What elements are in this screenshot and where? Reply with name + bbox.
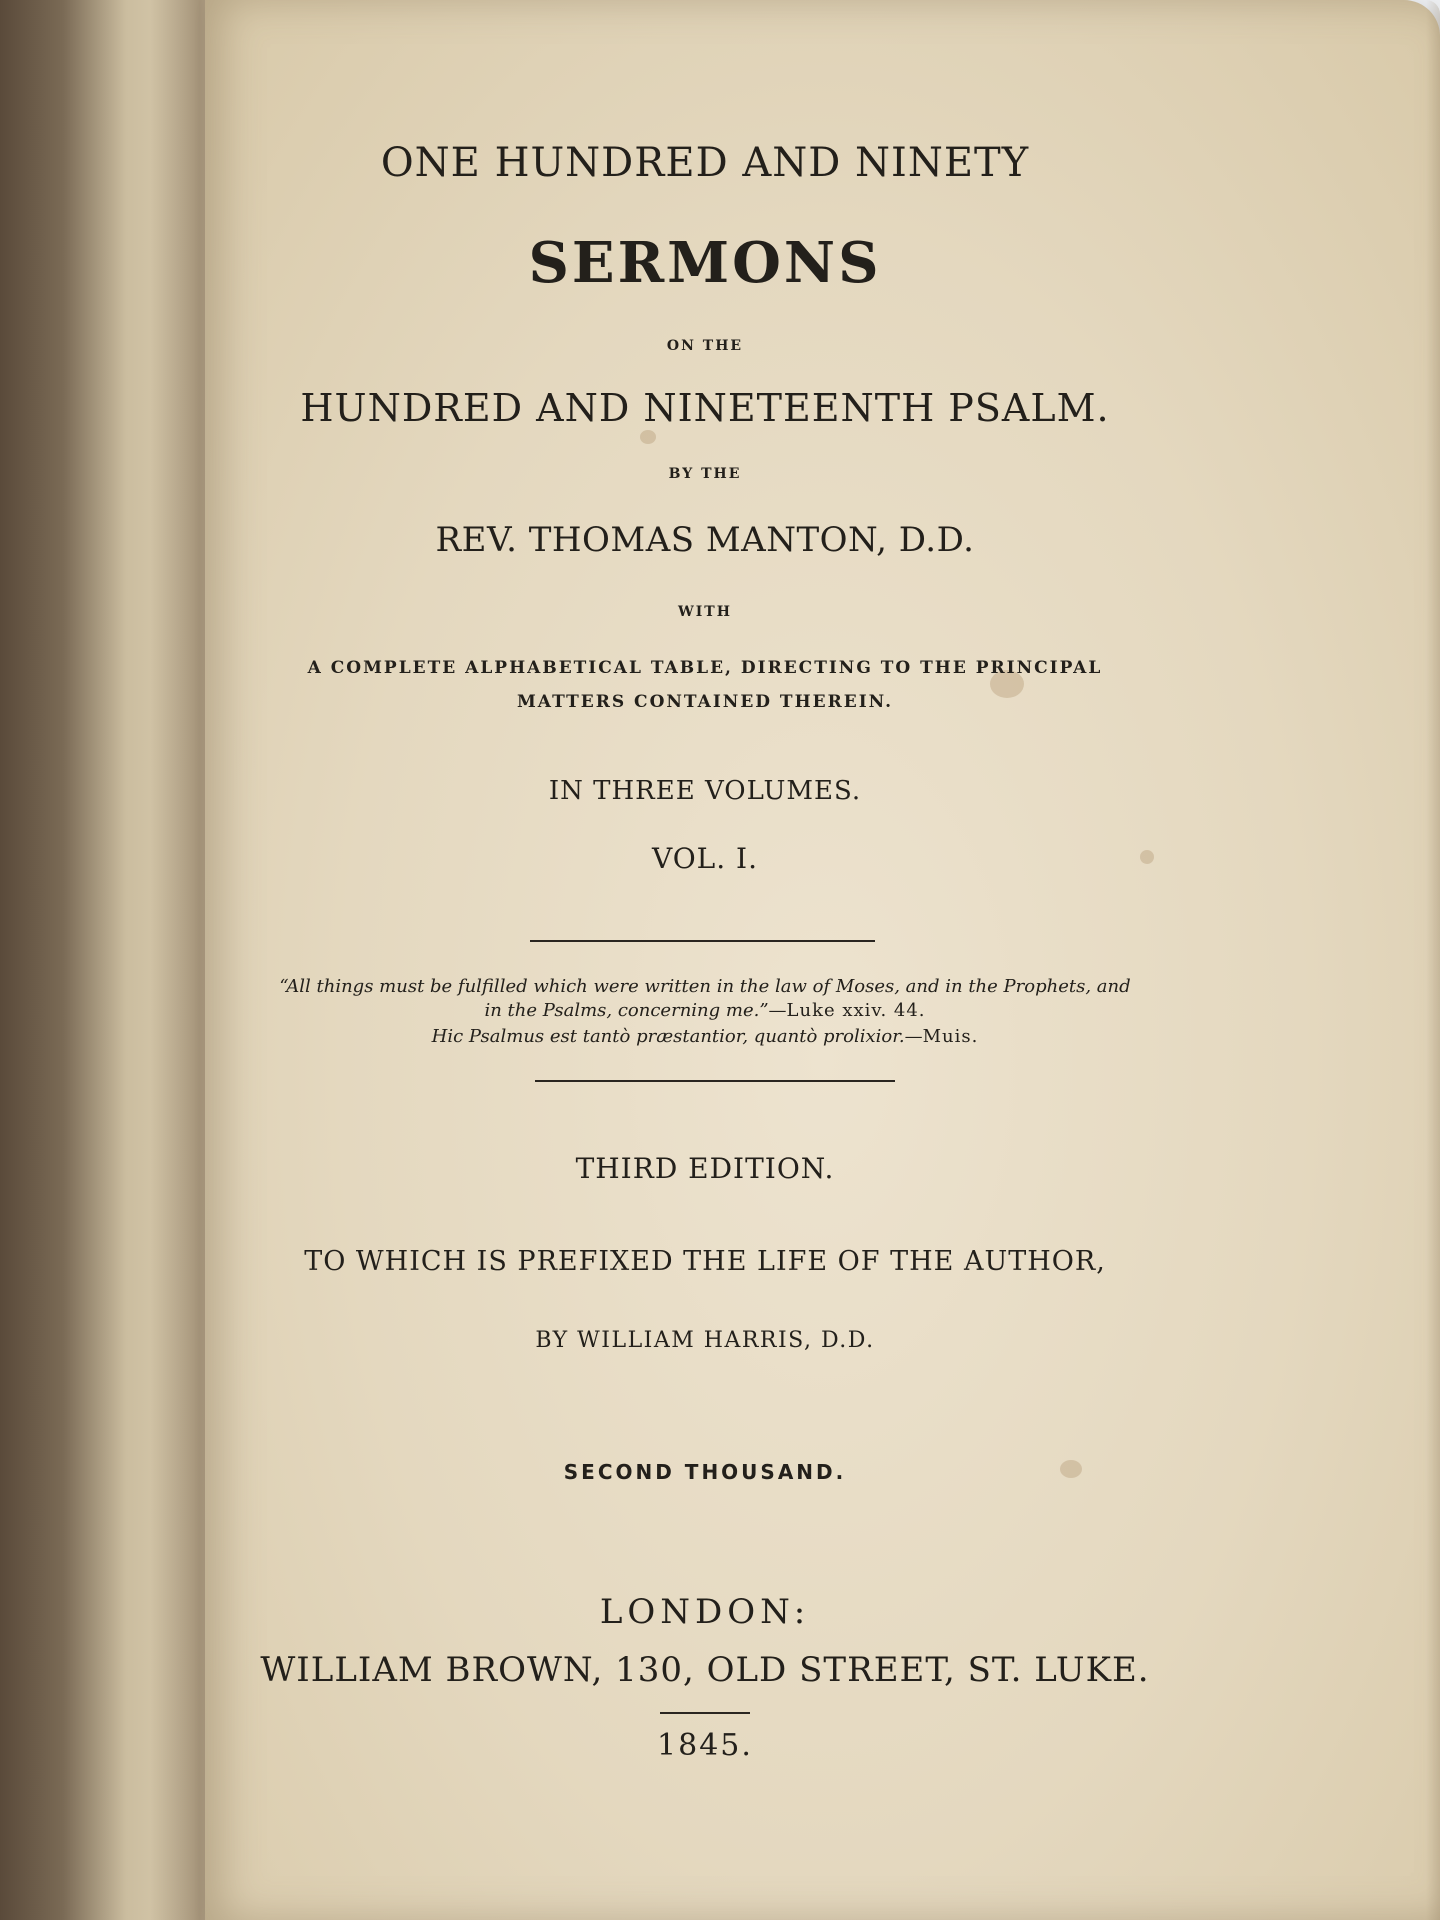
table-description-line-1: A COMPLETE ALPHABETICAL TABLE, DIRECTING TO THE PRINCIPAL xyxy=(307,658,1103,678)
life-author: BY WILLIAM HARRIS, D.D. xyxy=(535,1328,875,1353)
divider-rule-top xyxy=(530,940,875,942)
epigraph-line-3-text: Hic Psalmus est tantò præstantior, quantò prolixior.— xyxy=(431,1026,923,1047)
epigraph-line-1: “All things must be fulfilled which were written in the law of Moses, and in the Prophets, and xyxy=(279,976,1131,997)
prefixed-statement: TO WHICH IS PREFIXED THE LIFE OF THE AUTHOR, xyxy=(304,1246,1106,1277)
epigraph-reference-luke: Luke xxiv. 44. xyxy=(786,1000,926,1021)
author-name: REV. THOMAS MANTON, D.D. xyxy=(435,520,975,560)
volume-number: VOL. I. xyxy=(651,842,759,875)
title-line-1: ONE HUNDRED AND NINETY xyxy=(380,140,1030,186)
table-description-line-2: MATTERS CONTAINED THEREIN. xyxy=(516,692,894,712)
epigraph-line-3 xyxy=(205,1026,1205,1047)
on-the-label: ON THE xyxy=(666,338,744,354)
publisher-line: WILLIAM BROWN, 130, OLD STREET, ST. LUKE. xyxy=(260,1650,1150,1690)
divider-rule-year xyxy=(660,1712,750,1714)
publication-city: LONDON: xyxy=(599,1592,811,1632)
epigraph-line-2-text: in the Psalms, concerning me.”— xyxy=(484,1000,787,1021)
by-the-label: BY THE xyxy=(668,466,742,482)
title-line-3: HUNDRED AND NINETEENTH PSALM. xyxy=(300,386,1110,430)
title-line-2: SERMONS xyxy=(528,230,882,296)
publication-year: 1845. xyxy=(657,1728,753,1763)
page-edge xyxy=(1426,0,1440,1920)
with-label: WITH xyxy=(678,604,732,620)
epigraph-reference-muis: Muis. xyxy=(922,1026,979,1047)
printing-statement: SECOND THOUSAND. xyxy=(563,1460,847,1484)
foxing-spot xyxy=(640,430,656,444)
divider-rule-bottom xyxy=(535,1080,895,1082)
volumes-statement: IN THREE VOLUMES. xyxy=(548,776,862,806)
edition-statement: THIRD EDITION. xyxy=(575,1152,835,1185)
epigraph-line-2 xyxy=(205,1000,1205,1021)
